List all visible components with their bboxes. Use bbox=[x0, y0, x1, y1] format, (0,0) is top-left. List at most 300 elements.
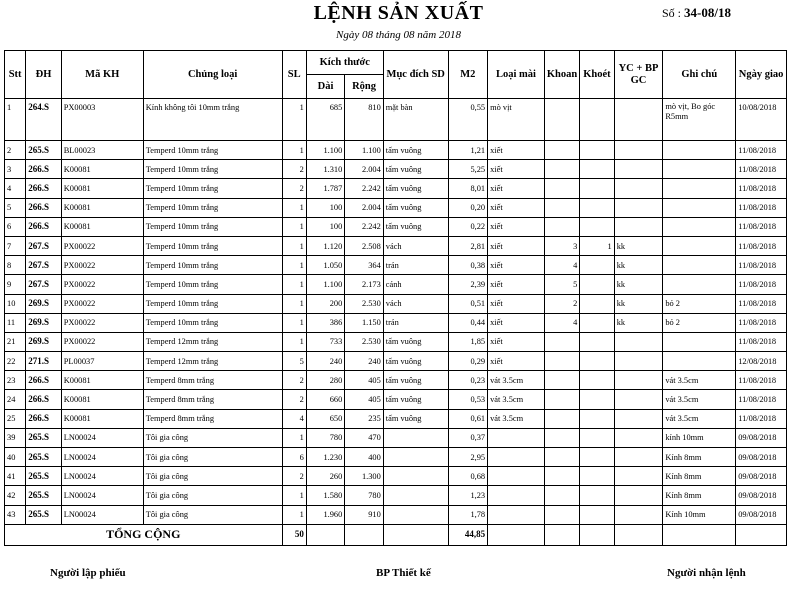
cell-khoan bbox=[544, 198, 579, 217]
cell-khoan: 5 bbox=[544, 275, 579, 294]
cell-stt: 21 bbox=[5, 332, 26, 351]
production-order-table bbox=[4, 50, 787, 546]
cell-khoan: 2 bbox=[544, 294, 579, 313]
cell-dh: 271.S bbox=[26, 352, 61, 371]
cell-khoet bbox=[580, 467, 614, 486]
cell-m2: 5,25 bbox=[448, 160, 488, 179]
cell-ghi-chu bbox=[663, 256, 736, 275]
cell-yc-bp-gc bbox=[614, 217, 663, 236]
cell-khoan bbox=[544, 409, 579, 428]
cell-ma-kh: K00081 bbox=[61, 198, 143, 217]
document-number-value: 34-08/18 bbox=[684, 5, 731, 20]
cell-loai-mai: xiết bbox=[488, 179, 545, 198]
cell-chung-loai: Temperd 10mm trắng bbox=[143, 275, 282, 294]
cell-yc-bp-gc: kk bbox=[614, 236, 663, 255]
cell-ghi-chu: vát 3.5cm bbox=[663, 390, 736, 409]
cell-dh: 269.S bbox=[26, 332, 61, 351]
cell-khoan bbox=[544, 486, 579, 505]
cell-ma-kh: K00081 bbox=[61, 160, 143, 179]
cell-yc-bp-gc bbox=[614, 371, 663, 390]
document-date: Ngày 08 tháng 08 năm 2018 bbox=[336, 29, 461, 41]
cell-dh: 265.S bbox=[26, 428, 61, 447]
cell-muc-dich bbox=[383, 448, 448, 467]
cell-loai-mai bbox=[488, 505, 545, 524]
document-title: LỆNH SẢN XUẤT bbox=[313, 2, 484, 24]
cell-khoan bbox=[544, 217, 579, 236]
cell-yc-bp-gc bbox=[614, 467, 663, 486]
cell-stt: 4 bbox=[5, 179, 26, 198]
cell-ma-kh: PX00022 bbox=[61, 275, 143, 294]
cell-khoet bbox=[580, 256, 614, 275]
cell-dai: 200 bbox=[306, 294, 344, 313]
cell-dh: 265.S bbox=[26, 448, 61, 467]
cell-rong: 364 bbox=[345, 256, 384, 275]
cell-loai-mai: xiết bbox=[488, 294, 545, 313]
cell-rong: 2.508 bbox=[345, 236, 384, 255]
cell-dh: 266.S bbox=[26, 217, 61, 236]
cell-ma-kh: PL00037 bbox=[61, 352, 143, 371]
cell-m2: 0,38 bbox=[448, 256, 488, 275]
cell-sl: 4 bbox=[282, 409, 306, 428]
cell-stt: 9 bbox=[5, 275, 26, 294]
total-empty-cell bbox=[544, 524, 579, 545]
cell-sl: 1 bbox=[282, 99, 306, 141]
cell-m2: 8,01 bbox=[448, 179, 488, 198]
cell-rong: 2.004 bbox=[345, 198, 384, 217]
cell-ma-kh: LN00024 bbox=[61, 448, 143, 467]
col-ma-kh-header: Mã KH bbox=[61, 51, 143, 99]
cell-khoan bbox=[544, 505, 579, 524]
cell-ngay-giao: 11/08/2018 bbox=[736, 256, 787, 275]
cell-stt: 25 bbox=[5, 409, 26, 428]
cell-muc-dich bbox=[383, 467, 448, 486]
cell-ghi-chu bbox=[663, 236, 736, 255]
cell-ngay-giao: 09/08/2018 bbox=[736, 448, 787, 467]
cell-yc-bp-gc bbox=[614, 160, 663, 179]
col-kich-thuoc-header: Kích thước bbox=[306, 51, 383, 75]
cell-stt: 1 bbox=[5, 99, 26, 141]
col-loai-mai-header: Loại mài bbox=[488, 51, 545, 99]
cell-loai-mai: xiết bbox=[488, 332, 545, 351]
cell-stt: 7 bbox=[5, 236, 26, 255]
cell-ngay-giao: 11/08/2018 bbox=[736, 236, 787, 255]
cell-stt: 11 bbox=[5, 313, 26, 332]
cell-loai-mai: vát 3.5cm bbox=[488, 371, 545, 390]
cell-khoet bbox=[580, 99, 614, 141]
cell-muc-dich: cánh bbox=[383, 275, 448, 294]
cell-ghi-chu bbox=[663, 179, 736, 198]
cell-chung-loai: Kính không tôi 10mm trắng bbox=[143, 99, 282, 141]
cell-chung-loai: Tôi gia công bbox=[143, 505, 282, 524]
cell-sl: 2 bbox=[282, 160, 306, 179]
cell-stt: 24 bbox=[5, 390, 26, 409]
document-number-label: Số : bbox=[662, 6, 682, 20]
cell-ma-kh: LN00024 bbox=[61, 428, 143, 447]
cell-ma-kh: PX00022 bbox=[61, 294, 143, 313]
col-dh-header: ĐH bbox=[26, 51, 61, 99]
cell-dh: 266.S bbox=[26, 198, 61, 217]
cell-sl: 1 bbox=[282, 198, 306, 217]
cell-rong: 2.242 bbox=[345, 217, 384, 236]
table-row bbox=[5, 99, 787, 141]
cell-muc-dich: tấm vuông bbox=[383, 217, 448, 236]
table-row bbox=[5, 332, 787, 351]
cell-muc-dich: tấm vuông bbox=[383, 371, 448, 390]
table-row bbox=[5, 160, 787, 179]
cell-stt: 5 bbox=[5, 198, 26, 217]
cell-loai-mai: mò vịt bbox=[488, 99, 545, 141]
cell-ma-kh: LN00024 bbox=[61, 505, 143, 524]
cell-sl: 2 bbox=[282, 467, 306, 486]
cell-muc-dich: tấm vuông bbox=[383, 141, 448, 160]
col-khoet-header: Khoét bbox=[580, 51, 614, 99]
table-row bbox=[5, 198, 787, 217]
cell-sl: 5 bbox=[282, 352, 306, 371]
cell-dh: 266.S bbox=[26, 160, 61, 179]
cell-ma-kh: PX00022 bbox=[61, 256, 143, 275]
cell-m2: 0,20 bbox=[448, 198, 488, 217]
table-body bbox=[5, 99, 787, 525]
cell-khoet bbox=[580, 352, 614, 371]
cell-chung-loai: Tôi gia công bbox=[143, 448, 282, 467]
cell-yc-bp-gc bbox=[614, 198, 663, 217]
cell-m2: 1,23 bbox=[448, 486, 488, 505]
cell-sl: 1 bbox=[282, 141, 306, 160]
cell-loai-mai bbox=[488, 428, 545, 447]
col-ghi-chu-header: Ghi chú bbox=[663, 51, 736, 99]
cell-sl: 1 bbox=[282, 505, 306, 524]
cell-khoet bbox=[580, 371, 614, 390]
table-row bbox=[5, 313, 787, 332]
cell-rong: 1.150 bbox=[345, 313, 384, 332]
total-m2: 44,85 bbox=[448, 524, 488, 545]
cell-ngay-giao: 11/08/2018 bbox=[736, 179, 787, 198]
total-empty-cell bbox=[488, 524, 545, 545]
cell-ghi-chu: Kính 8mm bbox=[663, 486, 736, 505]
cell-muc-dich: vách bbox=[383, 294, 448, 313]
col-stt-header: Stt bbox=[5, 51, 26, 99]
cell-ngay-giao: 11/08/2018 bbox=[736, 409, 787, 428]
cell-ghi-chu: bỏ 2 bbox=[663, 313, 736, 332]
cell-rong: 780 bbox=[345, 486, 384, 505]
table-row bbox=[5, 236, 787, 255]
cell-sl: 1 bbox=[282, 486, 306, 505]
cell-ghi-chu bbox=[663, 217, 736, 236]
cell-yc-bp-gc bbox=[614, 179, 663, 198]
cell-khoet bbox=[580, 505, 614, 524]
cell-dai: 1.310 bbox=[306, 160, 344, 179]
cell-loai-mai bbox=[488, 448, 545, 467]
cell-loai-mai: xiết bbox=[488, 236, 545, 255]
cell-ghi-chu: Kính 8mm bbox=[663, 448, 736, 467]
cell-stt: 39 bbox=[5, 428, 26, 447]
total-empty-cell bbox=[383, 524, 448, 545]
cell-sl: 1 bbox=[282, 428, 306, 447]
signature-receiver: Người nhận lệnh bbox=[667, 567, 746, 579]
cell-yc-bp-gc bbox=[614, 141, 663, 160]
cell-chung-loai: Tôi gia công bbox=[143, 486, 282, 505]
cell-yc-bp-gc: kk bbox=[614, 275, 663, 294]
cell-khoet bbox=[580, 486, 614, 505]
cell-dai: 100 bbox=[306, 198, 344, 217]
cell-dai: 1.100 bbox=[306, 141, 344, 160]
cell-ma-kh: K00081 bbox=[61, 371, 143, 390]
cell-dh: 267.S bbox=[26, 236, 61, 255]
cell-loai-mai: vát 3.5cm bbox=[488, 409, 545, 428]
cell-rong: 810 bbox=[345, 99, 384, 141]
cell-sl: 1 bbox=[282, 332, 306, 351]
cell-chung-loai: Temperd 10mm trắng bbox=[143, 256, 282, 275]
cell-ghi-chu bbox=[663, 332, 736, 351]
cell-khoan bbox=[544, 428, 579, 447]
cell-rong: 240 bbox=[345, 352, 384, 371]
table-row bbox=[5, 275, 787, 294]
cell-dai: 1.230 bbox=[306, 448, 344, 467]
cell-chung-loai: Temperd 10mm trắng bbox=[143, 141, 282, 160]
cell-dh: 265.S bbox=[26, 141, 61, 160]
cell-khoet bbox=[580, 141, 614, 160]
cell-rong: 2.530 bbox=[345, 294, 384, 313]
cell-muc-dich: tấm vuông bbox=[383, 332, 448, 351]
cell-ghi-chu: bỏ 2 bbox=[663, 294, 736, 313]
cell-dai: 280 bbox=[306, 371, 344, 390]
cell-sl: 1 bbox=[282, 313, 306, 332]
cell-khoet: 1 bbox=[580, 236, 614, 255]
cell-muc-dich: tấm vuông bbox=[383, 179, 448, 198]
cell-ngay-giao: 11/08/2018 bbox=[736, 198, 787, 217]
cell-dh: 266.S bbox=[26, 371, 61, 390]
cell-chung-loai: Temperd 10mm trắng bbox=[143, 313, 282, 332]
cell-yc-bp-gc bbox=[614, 505, 663, 524]
cell-khoet bbox=[580, 198, 614, 217]
table-row bbox=[5, 217, 787, 236]
cell-ghi-chu: vát 3.5cm bbox=[663, 371, 736, 390]
cell-rong: 2.530 bbox=[345, 332, 384, 351]
cell-rong: 2.242 bbox=[345, 179, 384, 198]
cell-chung-loai: Temperd 12mm trắng bbox=[143, 352, 282, 371]
cell-ghi-chu bbox=[663, 160, 736, 179]
cell-dai: 660 bbox=[306, 390, 344, 409]
cell-sl: 2 bbox=[282, 390, 306, 409]
table-row bbox=[5, 505, 787, 524]
cell-dai: 1.580 bbox=[306, 486, 344, 505]
cell-chung-loai: Temperd 10mm trắng bbox=[143, 236, 282, 255]
cell-m2: 2,95 bbox=[448, 448, 488, 467]
cell-khoet bbox=[580, 332, 614, 351]
cell-sl: 1 bbox=[282, 217, 306, 236]
cell-loai-mai: vát 3.5cm bbox=[488, 390, 545, 409]
cell-ghi-chu: vát 3.5cm bbox=[663, 409, 736, 428]
col-sl-header: SL bbox=[282, 51, 306, 99]
table-row bbox=[5, 390, 787, 409]
table-row bbox=[5, 371, 787, 390]
cell-sl: 2 bbox=[282, 179, 306, 198]
cell-chung-loai: Temperd 8mm trắng bbox=[143, 390, 282, 409]
table-row bbox=[5, 409, 787, 428]
total-empty-cell bbox=[345, 524, 384, 545]
signature-design: BP Thiết kế bbox=[376, 567, 431, 579]
cell-ghi-chu bbox=[663, 352, 736, 371]
cell-khoet bbox=[580, 428, 614, 447]
cell-muc-dich: tấm vuông bbox=[383, 352, 448, 371]
cell-m2: 0,44 bbox=[448, 313, 488, 332]
cell-khoet bbox=[580, 179, 614, 198]
cell-yc-bp-gc bbox=[614, 409, 663, 428]
cell-dai: 386 bbox=[306, 313, 344, 332]
cell-muc-dich bbox=[383, 505, 448, 524]
cell-dai: 260 bbox=[306, 467, 344, 486]
cell-chung-loai: Temperd 10mm trắng bbox=[143, 294, 282, 313]
cell-rong: 400 bbox=[345, 448, 384, 467]
cell-muc-dich: trán bbox=[383, 256, 448, 275]
cell-dai: 1.050 bbox=[306, 256, 344, 275]
table-row bbox=[5, 486, 787, 505]
table-row bbox=[5, 428, 787, 447]
cell-dai: 100 bbox=[306, 217, 344, 236]
cell-dh: 265.S bbox=[26, 486, 61, 505]
cell-loai-mai: xiết bbox=[488, 160, 545, 179]
cell-khoan: 3 bbox=[544, 236, 579, 255]
cell-ma-kh: K00081 bbox=[61, 409, 143, 428]
cell-ma-kh: PX00003 bbox=[61, 99, 143, 141]
cell-m2: 0,61 bbox=[448, 409, 488, 428]
col-m2-header: M2 bbox=[448, 51, 488, 99]
cell-khoan bbox=[544, 179, 579, 198]
cell-dh: 269.S bbox=[26, 313, 61, 332]
table-row bbox=[5, 467, 787, 486]
cell-ngay-giao: 10/08/2018 bbox=[736, 99, 787, 141]
table-row bbox=[5, 256, 787, 275]
cell-stt: 3 bbox=[5, 160, 26, 179]
cell-muc-dich: tấm vuông bbox=[383, 409, 448, 428]
cell-dh: 266.S bbox=[26, 390, 61, 409]
cell-muc-dich: trán bbox=[383, 313, 448, 332]
cell-stt: 6 bbox=[5, 217, 26, 236]
cell-ghi-chu: Kính 8mm bbox=[663, 467, 736, 486]
total-empty-cell bbox=[580, 524, 614, 545]
cell-rong: 2.004 bbox=[345, 160, 384, 179]
cell-dai: 1.960 bbox=[306, 505, 344, 524]
total-empty-cell bbox=[736, 524, 787, 545]
table-row bbox=[5, 179, 787, 198]
cell-rong: 1.300 bbox=[345, 467, 384, 486]
cell-stt: 10 bbox=[5, 294, 26, 313]
cell-yc-bp-gc: kk bbox=[614, 313, 663, 332]
cell-loai-mai: xiết bbox=[488, 141, 545, 160]
col-rong-header: Rộng bbox=[345, 75, 384, 99]
cell-m2: 0,37 bbox=[448, 428, 488, 447]
cell-khoet bbox=[580, 409, 614, 428]
cell-loai-mai: xiết bbox=[488, 256, 545, 275]
col-muc-dich-header: Mục đích SD bbox=[383, 51, 448, 99]
cell-khoet bbox=[580, 294, 614, 313]
cell-sl: 1 bbox=[282, 275, 306, 294]
cell-dai: 685 bbox=[306, 99, 344, 141]
cell-yc-bp-gc bbox=[614, 428, 663, 447]
cell-ma-kh: PX00022 bbox=[61, 236, 143, 255]
cell-loai-mai: xiết bbox=[488, 313, 545, 332]
cell-ngay-giao: 11/08/2018 bbox=[736, 371, 787, 390]
cell-loai-mai: xiết bbox=[488, 198, 545, 217]
cell-stt: 42 bbox=[5, 486, 26, 505]
cell-chung-loai: Temperd 12mm trắng bbox=[143, 332, 282, 351]
cell-sl: 2 bbox=[282, 371, 306, 390]
cell-loai-mai: xiết bbox=[488, 217, 545, 236]
cell-ngay-giao: 11/08/2018 bbox=[736, 141, 787, 160]
cell-loai-mai bbox=[488, 467, 545, 486]
cell-ngay-giao: 11/08/2018 bbox=[736, 217, 787, 236]
cell-yc-bp-gc bbox=[614, 448, 663, 467]
cell-yc-bp-gc: kk bbox=[614, 294, 663, 313]
col-chung-loai-header: Chủng loại bbox=[143, 51, 282, 99]
table-row bbox=[5, 141, 787, 160]
cell-yc-bp-gc bbox=[614, 332, 663, 351]
cell-ghi-chu bbox=[663, 275, 736, 294]
cell-ma-kh: PX00022 bbox=[61, 313, 143, 332]
cell-dh: 265.S bbox=[26, 505, 61, 524]
cell-chung-loai: Tôi gia công bbox=[143, 467, 282, 486]
total-row bbox=[5, 524, 787, 545]
total-sl: 50 bbox=[282, 524, 306, 545]
cell-dh: 267.S bbox=[26, 256, 61, 275]
cell-khoan bbox=[544, 160, 579, 179]
cell-chung-loai: Temperd 10mm trắng bbox=[143, 198, 282, 217]
cell-khoan bbox=[544, 99, 579, 141]
cell-sl: 1 bbox=[282, 294, 306, 313]
cell-dai: 650 bbox=[306, 409, 344, 428]
cell-muc-dich bbox=[383, 486, 448, 505]
cell-ngay-giao: 11/08/2018 bbox=[736, 275, 787, 294]
cell-ngay-giao: 11/08/2018 bbox=[736, 160, 787, 179]
cell-sl: 6 bbox=[282, 448, 306, 467]
cell-muc-dich: tấm vuông bbox=[383, 198, 448, 217]
table-row bbox=[5, 294, 787, 313]
cell-khoan bbox=[544, 141, 579, 160]
cell-dh: 265.S bbox=[26, 467, 61, 486]
cell-loai-mai: xiết bbox=[488, 352, 545, 371]
cell-muc-dich: vách bbox=[383, 236, 448, 255]
cell-ngay-giao: 09/08/2018 bbox=[736, 486, 787, 505]
cell-ngay-giao: 09/08/2018 bbox=[736, 467, 787, 486]
cell-chung-loai: Temperd 8mm trắng bbox=[143, 409, 282, 428]
signature-preparer: Người lập phiếu bbox=[50, 567, 126, 579]
cell-chung-loai: Temperd 8mm trắng bbox=[143, 371, 282, 390]
cell-yc-bp-gc bbox=[614, 99, 663, 141]
total-label: TỔNG CỘNG bbox=[5, 524, 283, 545]
cell-m2: 0,53 bbox=[448, 390, 488, 409]
cell-m2: 2,39 bbox=[448, 275, 488, 294]
cell-rong: 470 bbox=[345, 428, 384, 447]
cell-dai: 1.120 bbox=[306, 236, 344, 255]
cell-loai-mai: xiết bbox=[488, 275, 545, 294]
cell-dai: 780 bbox=[306, 428, 344, 447]
cell-m2: 0,23 bbox=[448, 371, 488, 390]
cell-ngay-giao: 11/08/2018 bbox=[736, 313, 787, 332]
cell-khoet bbox=[580, 275, 614, 294]
cell-ngay-giao: 11/08/2018 bbox=[736, 390, 787, 409]
cell-m2: 0,68 bbox=[448, 467, 488, 486]
cell-ma-kh: K00081 bbox=[61, 390, 143, 409]
cell-ghi-chu: Kính 10mm bbox=[663, 505, 736, 524]
cell-ma-kh: K00081 bbox=[61, 217, 143, 236]
cell-yc-bp-gc bbox=[614, 352, 663, 371]
cell-khoan bbox=[544, 332, 579, 351]
col-dai-header: Dài bbox=[306, 75, 344, 99]
cell-rong: 405 bbox=[345, 390, 384, 409]
cell-m2: 2,81 bbox=[448, 236, 488, 255]
col-ngay-giao-header: Ngày giao bbox=[736, 51, 787, 99]
cell-khoan bbox=[544, 352, 579, 371]
